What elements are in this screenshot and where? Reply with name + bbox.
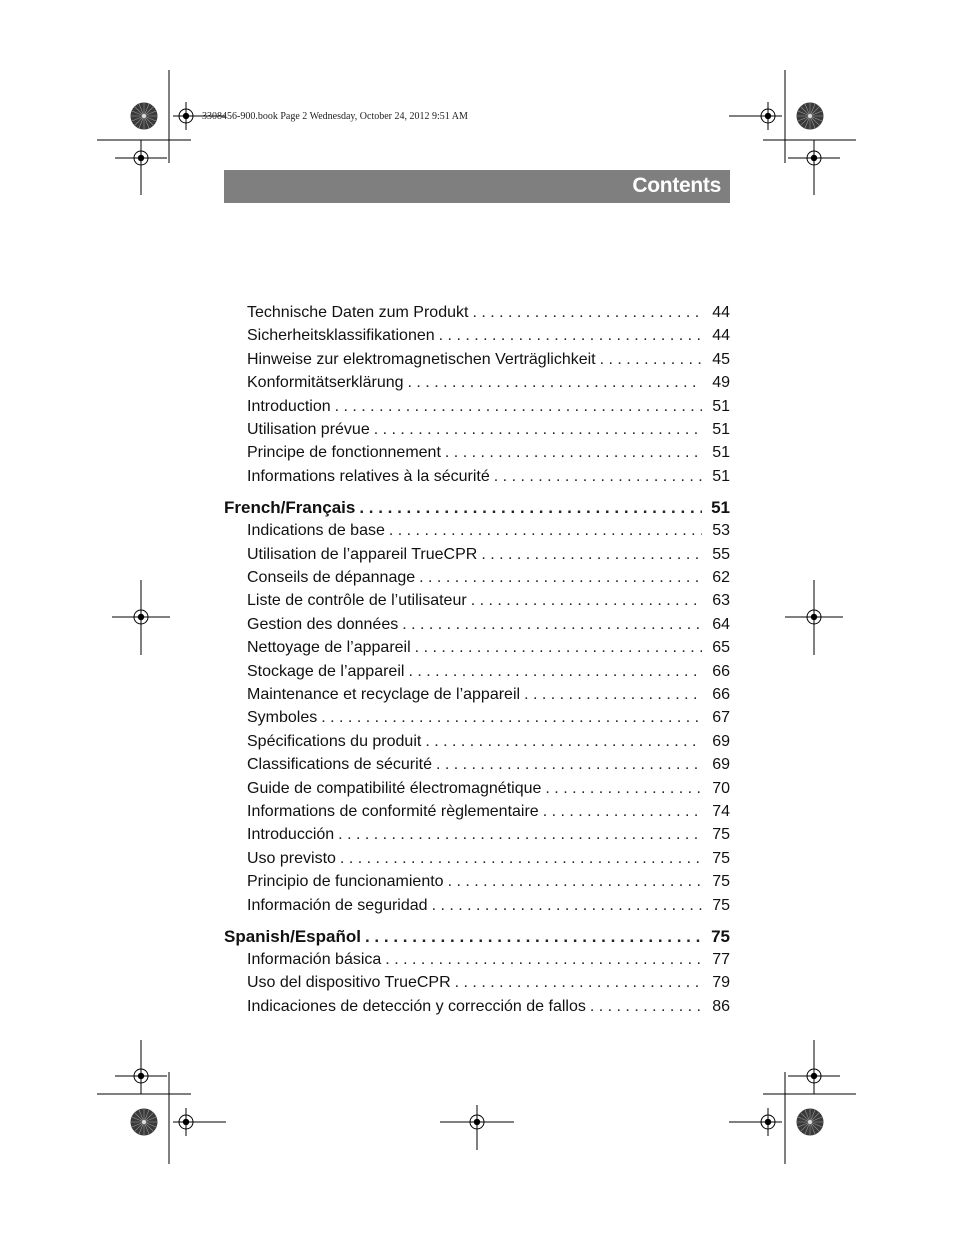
toc-page-number: 51	[712, 421, 730, 438]
toc-dot-leader	[408, 372, 702, 394]
toc-dot-leader	[425, 731, 702, 753]
toc-entry-title: Nettoyage de l’appareil	[247, 639, 411, 656]
toc-entry-row[interactable]	[247, 567, 730, 589]
page-title: Contents	[632, 174, 721, 197]
toc-entry-row[interactable]	[247, 661, 730, 683]
toc-page-number: 70	[712, 780, 730, 797]
toc-dot-leader	[472, 302, 702, 324]
toc-entry-row[interactable]	[247, 824, 730, 846]
toc-page-number: 51	[712, 398, 730, 415]
toc-page-number: 53	[712, 522, 730, 539]
toc-entry-title: Uso previsto	[247, 850, 336, 867]
toc-entry-title: Conseils de dépannage	[247, 569, 416, 586]
toc-entry-row[interactable]	[247, 778, 730, 800]
toc-page-number: 67	[712, 709, 730, 726]
toc-entry-title: Classifications de sécurité	[247, 756, 432, 773]
toc-page-number: 66	[712, 663, 730, 680]
toc-entry-row[interactable]	[247, 949, 730, 971]
book-info-header: 3308456-900.book Page 2 Wednesday, October 24, 2012 9:51 AM	[202, 111, 468, 122]
toc-entry-row[interactable]	[247, 848, 730, 870]
toc-page-number: 45	[712, 351, 730, 368]
toc-entry-title: Konformitätserklärung	[247, 374, 404, 391]
toc-page-number: 86	[712, 998, 730, 1015]
toc-entry-title: Informations de conformité règlementaire	[247, 803, 539, 820]
toc-page-number: 75	[712, 850, 730, 867]
toc-dot-leader	[436, 754, 702, 776]
toc-dot-leader	[524, 684, 702, 706]
toc-entry-title: Introduction	[247, 398, 331, 415]
toc-dot-leader	[590, 996, 702, 1018]
toc-entry-row[interactable]	[247, 372, 730, 394]
toc-dot-leader	[439, 325, 702, 347]
toc-entry-row[interactable]	[247, 544, 730, 566]
toc-page-number: 74	[712, 803, 730, 820]
toc-entry-row[interactable]	[247, 442, 730, 464]
toc-dot-leader	[321, 707, 702, 729]
toc-dot-leader	[340, 848, 702, 870]
toc-section-row[interactable]	[224, 496, 730, 520]
toc-dot-leader	[455, 972, 702, 994]
toc-page-number: 44	[712, 327, 730, 344]
toc-page-number: 69	[712, 733, 730, 750]
toc-entry-title: Sicherheitsklassifikationen	[247, 327, 435, 344]
toc-page-number: 44	[712, 304, 730, 321]
toc-entry-title: Introducción	[247, 826, 335, 843]
toc-page-number: 62	[712, 569, 730, 586]
toc-entry-row[interactable]	[247, 520, 730, 542]
toc-page-number: 55	[712, 546, 730, 563]
toc-dot-leader	[359, 496, 702, 520]
toc-entry-row[interactable]	[247, 614, 730, 636]
toc-dot-leader	[481, 544, 702, 566]
toc-page-number: 64	[712, 616, 730, 633]
toc-entry-row[interactable]	[247, 871, 730, 893]
toc-page-number: 49	[712, 374, 730, 391]
toc-entry-title: Utilisation prévue	[247, 421, 370, 438]
toc-page-number: 75	[712, 897, 730, 914]
toc-entry-title: Stockage de l’appareil	[247, 663, 405, 680]
toc-section-title: Spanish/Español	[224, 927, 361, 946]
toc-dot-leader	[543, 801, 702, 823]
contents-banner	[224, 170, 730, 203]
toc-entry-title: Hinweise zur elektromagnetischen Verträglichkeit	[247, 351, 596, 368]
toc-page-number: 77	[712, 951, 730, 968]
toc-dot-leader	[419, 567, 702, 589]
toc-dot-leader	[471, 590, 702, 612]
toc-dot-leader	[338, 824, 702, 846]
toc-entry-row[interactable]	[247, 801, 730, 823]
toc-dot-leader	[385, 949, 702, 971]
toc-entry-row[interactable]	[247, 349, 730, 371]
toc-page-number: 75	[711, 927, 730, 946]
toc-dot-leader	[408, 661, 702, 683]
toc-entry-title: Gestion des données	[247, 616, 399, 633]
toc-entry-row[interactable]	[247, 590, 730, 612]
toc-entry-title: Principio de funcionamiento	[247, 873, 444, 890]
toc-page-number: 75	[712, 873, 730, 890]
toc-entry-row[interactable]	[247, 637, 730, 659]
toc-entry-title: Informations relatives à la sécurité	[247, 468, 490, 485]
toc-entry-title: Maintenance et recyclage de l’appareil	[247, 686, 521, 703]
toc-dot-leader	[448, 871, 702, 893]
toc-entry-row[interactable]	[247, 972, 730, 994]
toc-dot-leader	[374, 419, 702, 441]
toc-entry-title: Información básica	[247, 951, 382, 968]
toc-dot-leader	[494, 466, 702, 488]
toc-entry-title: Utilisation de l’appareil TrueCPR	[247, 546, 478, 563]
toc-dot-leader	[365, 925, 702, 949]
toc-dot-leader	[445, 442, 702, 464]
toc-entry-title: Indications de base	[247, 522, 385, 539]
toc-page-number: 79	[712, 974, 730, 991]
toc-page-number: 69	[712, 756, 730, 773]
toc-entry-row[interactable]	[247, 731, 730, 753]
toc-page-number: 75	[712, 826, 730, 843]
toc-section-row[interactable]	[224, 925, 730, 949]
toc-page-number: 66	[712, 686, 730, 703]
toc-entry-title: Principe de fonctionnement	[247, 444, 441, 461]
toc-dot-leader	[389, 520, 702, 542]
toc-dot-leader	[432, 895, 702, 917]
toc-dot-leader	[600, 349, 702, 371]
toc-entry-row[interactable]	[247, 325, 730, 347]
toc-page-number: 65	[712, 639, 730, 656]
toc-entry-row[interactable]	[247, 396, 730, 418]
toc-entry-row[interactable]	[247, 707, 730, 729]
toc-entry-title: Uso del dispositivo TrueCPR	[247, 974, 451, 991]
toc-page-number: 63	[712, 592, 730, 609]
toc-entry-title: Symboles	[247, 709, 318, 726]
toc-entry-row[interactable]	[247, 466, 730, 488]
toc-entry-title: Spécifications du produit	[247, 733, 422, 750]
toc-entry-title: Technische Daten zum Produkt	[247, 304, 469, 321]
toc-page-number: 51	[711, 498, 730, 517]
toc-entry-row[interactable]	[247, 996, 730, 1018]
toc-page-number: 51	[712, 468, 730, 485]
toc-entry-title: Indicaciones de detección y corrección de fallos	[247, 998, 586, 1015]
toc-section-title: French/Français	[224, 498, 356, 517]
toc-dot-leader	[415, 637, 702, 659]
toc-entry-title: Información de seguridad	[247, 897, 428, 914]
toc-entry-row[interactable]	[247, 895, 730, 917]
toc-dot-leader	[335, 396, 702, 418]
toc-entry-title: Liste de contrôle de l’utilisateur	[247, 592, 467, 609]
toc-page-number: 51	[712, 444, 730, 461]
toc-dot-leader	[545, 778, 702, 800]
toc-entry-row[interactable]	[247, 754, 730, 776]
toc-entry-row[interactable]	[247, 419, 730, 441]
toc-dot-leader	[402, 614, 702, 636]
toc-entry-row[interactable]	[247, 684, 730, 706]
toc-entry-title: Guide de compatibilité électromagnétique	[247, 780, 542, 797]
toc-entry-row[interactable]	[247, 302, 730, 324]
